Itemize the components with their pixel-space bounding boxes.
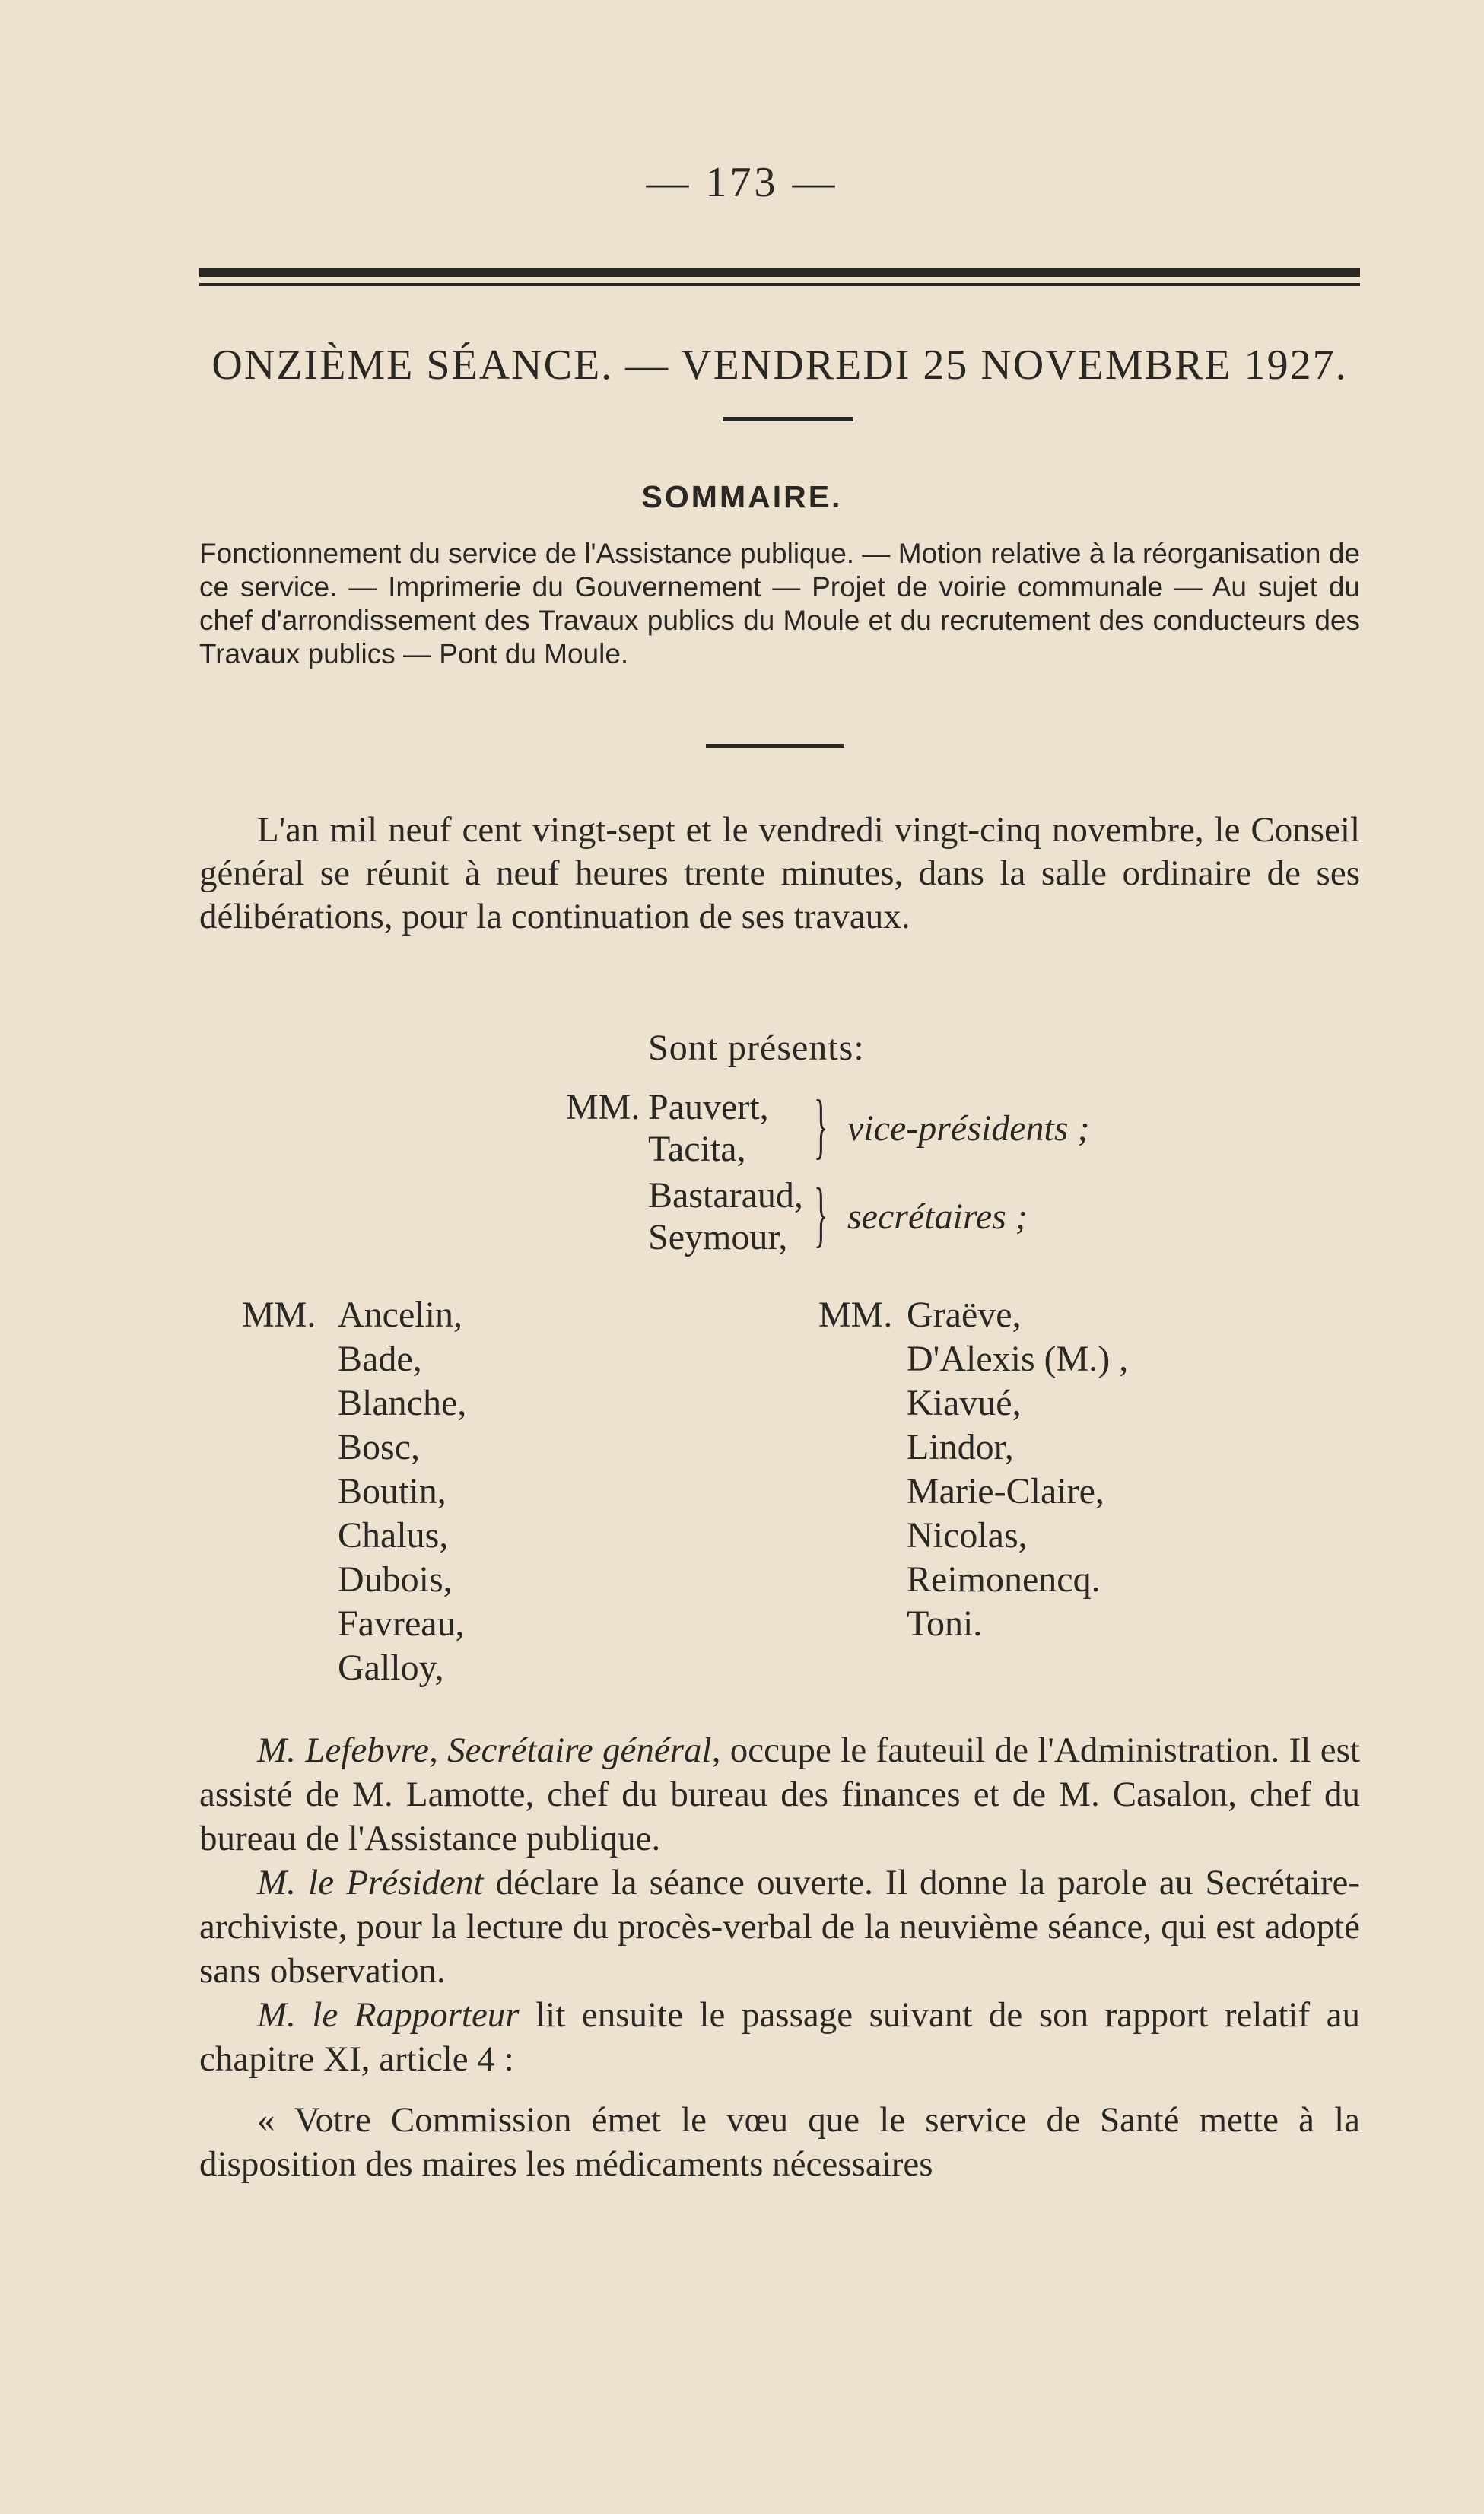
session-title: ONZIÈME SÉANCE. — VENDREDI 25 NOVEMBRE 1927. [211, 342, 1348, 389]
member-name: Favreau, [338, 1603, 465, 1644]
member-name: Dubois, [338, 1559, 453, 1600]
officer-role: vice-présidents ; [847, 1108, 1090, 1149]
speaker-label: M. Lefebvre, Secrétaire général, [257, 1731, 721, 1770]
title-divider [723, 417, 853, 421]
member-name: Galloy, [338, 1648, 444, 1688]
sommaire-divider [706, 744, 844, 748]
header-rule-thin [199, 283, 1360, 286]
member-name: D'Alexis (M.) , [907, 1339, 1129, 1379]
brace-glyph: } [814, 1173, 828, 1254]
member-name: Lindor, [907, 1427, 1014, 1467]
officers-mm-label: MM. [566, 1087, 640, 1127]
officer-role: secrétaires ; [847, 1197, 1028, 1237]
officer-name: Pauvert, [648, 1087, 769, 1127]
member-name: Marie-Claire, [907, 1471, 1104, 1511]
header-rule-thick [199, 268, 1360, 277]
member-name: Bosc, [338, 1427, 420, 1467]
body-text [199, 1728, 1360, 2186]
officer-name: Tacita, [648, 1129, 746, 1169]
brace-glyph: } [814, 1085, 828, 1166]
presents-title: Sont présents: [648, 1028, 865, 1068]
member-name: Nicolas, [907, 1515, 1028, 1556]
member-name: Blanche, [338, 1383, 467, 1423]
member-name: Bade, [338, 1339, 422, 1379]
page-number: — 173 — [646, 159, 838, 206]
paragraph-rapporteur: M. le Rapporteur lit ensuite le passage suivant de son rapport relatif au chapitre XI, article 4 : [199, 1995, 1360, 2079]
members-mm-label: MM. [242, 1295, 316, 1335]
member-name: Toni. [907, 1603, 983, 1644]
sommaire-text: Fonctionnement du service de l'Assistance publique. — Motion relative à la réorganisation de ce service. — Imprimerie du Gouvernement — Projet de voirie communale — Au sujet du chef d'arrondissement des Travaux publics du Moule et du recrutement des conducteurs des Travaux publics — Pont du Moule. [199, 538, 1360, 669]
member-name: Ancelin, [338, 1295, 462, 1335]
sommaire-title: SOMMAIRE. [641, 479, 843, 514]
officer-name: Seymour, [648, 1217, 788, 1257]
paragraph-president: M. le Président déclare la séance ouverte. Il donne la parole au Secrétaire-archiviste, pour la lecture du procès-verbal de la neuvième séance, qui est adopté sans observation. [199, 1863, 1360, 1991]
member-name: Kiavué, [907, 1383, 1022, 1423]
member-name: Reimonencq. [907, 1559, 1101, 1600]
officer-name: Bastaraud, [648, 1175, 803, 1216]
members-mm-label: MM. [818, 1295, 893, 1335]
intro-paragraph: L'an mil neuf cent vingt-sept et le vendredi vingt-cinq novembre, le Conseil général se réunit à neuf heures trente minutes, dans la salle ordinaire de ses délibérations, pour la continuation de ses travaux. [199, 810, 1360, 936]
paragraph-administration: M. Lefebvre, Secrétaire général, occupe le fauteuil de l'Administration. Il est assisté de M. Lamotte, chef du bureau des finances et de M. Casalon, chef du bureau de l'Assistance publique. [199, 1731, 1360, 1858]
member-name: Chalus, [338, 1515, 449, 1556]
speaker-label: M. le Président [257, 1863, 484, 1902]
speaker-label: M. le Rapporteur [257, 1995, 520, 2035]
paragraph-quote: « Votre Commission émet le vœu que le service de Santé mette à la disposition des maires les médicaments nécessaires [199, 2100, 1360, 2184]
member-name: Boutin, [338, 1471, 446, 1511]
member-name: Graëve, [907, 1295, 1022, 1335]
